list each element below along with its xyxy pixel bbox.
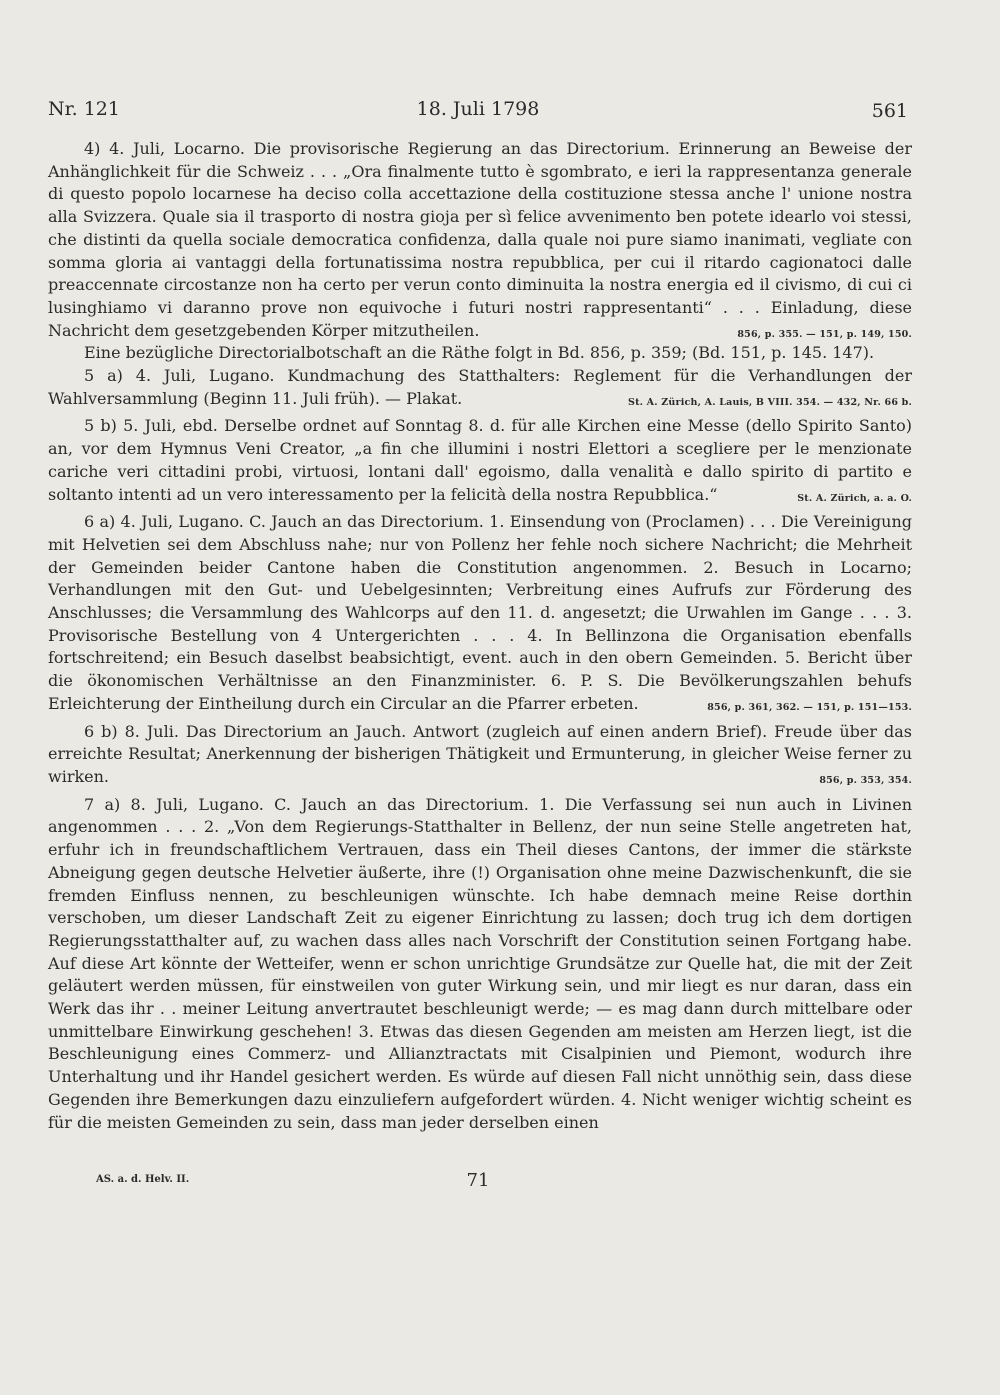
paragraph-5b (48, 415, 912, 506)
document-number: Nr. 121 (48, 98, 120, 120)
paragraph-note (48, 342, 912, 365)
paragraph-6a (48, 511, 912, 715)
paragraph-text: 7 a) 8. Juli, Lugano. C. Jauch an das Directorium. 1. Die Verfassung sei nun auch in Livinen angenommen . . . 2. „Von dem Regierungs-Statthalter in Bellenz, der nun seine Stelle angetreten hat, erfuhr ich in freundschaftlichem Vertrauen, dass ein Theil dieses Cantons, der immer die stärkste Abneigung gegen deutsche Helvetier äußerte, ihre (!) Organisation ohne meine Dazwischenkunft, die sie fremden Einfluss nennen, zu beschleunigen wünschte. Ich habe demnach meine Reise dorthin verschoben, um dieser Landschaft Zeit zu eigener Einrichtung zu lassen; doch trug ich dem dortigen Regierungsstatthalter auf, zu wachen dass alles nach Vorschrift der Constitution seinen Fortgang habe. Auf diese Art könnte der Wetteifer, wenn er schon unrichtige Grundsätze zur Quelle hat, die mit der Zeit geläutert werden müssen, für einstweilen von guter Wirkung sein, und mir liegt es nur daran, dass ein Werk das ihr . . meiner Leitung anvertrautet beschleunigt werde; — es mag dann durch mittelbare oder unmittelbare Einwirkung geschehen! 3. Etwas das diesen Gegenden am meisten am Herzen liegt, ist die Beschleunigung eines Commerz- und Allianztractats mit Cisalpinien und Piemont, wodurch ihre Unterhaltung und ihr Handel gesichert werden. Es würde auf diesen Fall nicht unnöthig sein, dass diese Gegenden ihre Bemerkungen dazu einzuliefern aufgefordert würden. 4. Nicht weniger wichtig scheint es für die meisten Gemeinden zu sein, dass man jeder derselben einen (48, 794, 912, 1132)
page-number: 561 (871, 100, 908, 122)
paragraph-text: 6 a) 4. Juli, Lugano. C. Jauch an das Directorium. 1. Einsendung von (Proclamen) . . . Die Vereinigung mit Helvetien sei dem Abschluss nahe; nur von Pollenz her fehle noch sichere Nachricht; die Mehrheit der Gemeinden beider Cantone haben die Constitution angenommen. 2. Besuch in Locarno; Verhandlungen mit den Gut- und Uebelgesinnten; Verbreitung eines Aufrufs zur Förderung des Anschlusses; die Versammlung des Wahlcorps auf den 11. d. angesetzt; die Urwahlen im Gange . . . 3. Provisorische Bestellung von 4 Untergerichten . . . 4. In Bellinzona die Organisation ebenfalls fortschreitend; ein Besuch daselbst beabsichtigt, event. auch in den obern Gemeinden. 5. Bericht über die ökonomischen Verhältnisse an den Finanzminister. 6. P. S. Die Bevölkerungszahlen behufs Erleichterung der Eintheilung durch ein Circular an die Pfarrer erbeten. (48, 512, 912, 713)
archive-reference: 856, p. 355. — 151, p. 149, 150. (737, 328, 912, 340)
paragraph-text: 4) 4. Juli, Locarno. Die provisorische Regierung an das Directorium. Erinnerung an Beweise der Anhänglichkeit für die Schweiz . . . „Ora finalmente tutto è sgombrato, e ieri la rappresentanza generale di questo popolo locarnese ha deciso colla accettazione della costituzione stessa anche l' unione nostra alla Svizzera. Quale sia il trasporto di nostra gioja per sì felice avvenimento ben potete idearlo voi stessi, che distinti da quella sociale democratica confidenza, dalla quale noi pure siamo inanimati, vegliate con somma gloria ai vantaggi della fortunatissima nostra repubblica, per cui il ritardo cagionatoci dalle preaccennate circostanze non ha certo per verun conto diminuita la nostra energia ed il civismo, di cui ci lusinghiamo vi daranno prove non equivoche i futuri nostri rappresentanti“ . . . Einladung, diese Nachricht dem gesetzgebenden Körper mitzutheilen. (48, 139, 912, 340)
paragraph-5a (48, 365, 912, 410)
archive-reference: 856, p. 361, 362. — 151, p. 151—153. (707, 701, 912, 713)
paragraph-text: Eine bezügliche Directorialbotschaft an die Räthe folgt in Bd. 856, p. 359; (Bd. 151, p. 145. 147). (84, 343, 875, 363)
archive-reference: 856, p. 353, 354. (819, 774, 912, 786)
body-text (48, 138, 912, 1134)
paragraph-text: 6 b) 8. Juli. Das Directorium an Jauch. Antwort (zugleich auf einen andern Brief). Freude über das erreichte Resultat; Anerkennung der bisherigen Thätigkeit und Ermunterung, in gleicher Weise ferner zu wirken. (48, 721, 912, 786)
archive-reference: St. A. Zürich, a. a. O. (797, 492, 912, 504)
paragraph-text: 5 a) 4. Juli, Lugano. Kundmachung des Statthalters: Reglement für die Verhandlungen der Wahlversammlung (Beginn 11. Juli früh). — Plakat. (48, 366, 912, 408)
paragraph-4 (48, 138, 912, 342)
series-signature: AS. a. d. Helv. II. (96, 1174, 190, 1185)
running-header (48, 98, 908, 128)
header-date: 18. Juli 1798 (416, 98, 540, 120)
paragraph-7a (48, 794, 912, 1135)
paragraph-text: 5 b) 5. Juli, ebd. Derselbe ordnet auf Sonntag 8. d. für alle Kirchen eine Messe (dello Spirito Santo) an, vor dem Hymnus Veni Creator, „a fin che illumini i nostri Elettori a scegliere per le menzionate cariche veri cittadini probi, virtuosi, lontani dall' egoismo, dalla venalità e dallo spirito di partito e soltanto intenti ad un vero interessamento per la felicità della nostra Repubblica.“ (48, 416, 912, 504)
page-footer (48, 1172, 908, 1196)
paragraph-6b (48, 721, 912, 789)
sheet-number: 71 (466, 1170, 490, 1191)
archive-reference: St. A. Zürich, A. Lauis, B VIII. 354. — 432, Nr. 66 b. (628, 396, 912, 408)
